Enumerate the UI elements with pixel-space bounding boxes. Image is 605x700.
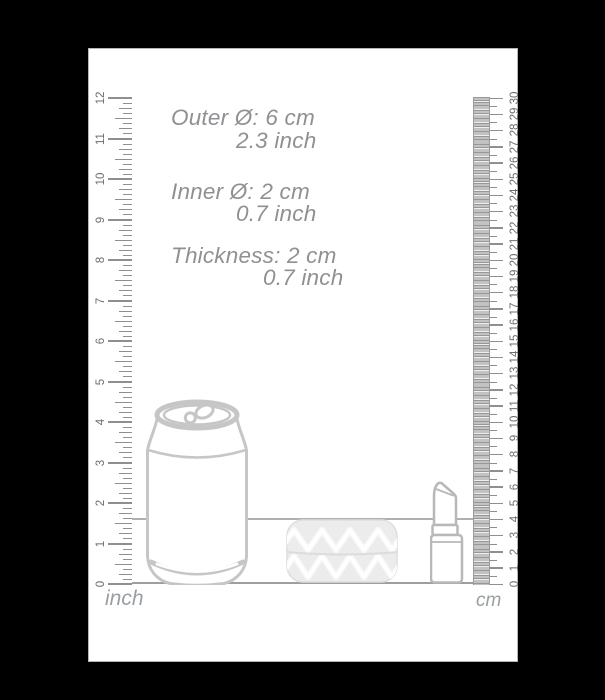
ruler-number: 10 (509, 415, 521, 429)
ruler-tick (490, 544, 497, 545)
ruler-tick (119, 351, 132, 352)
ruler-tick (123, 376, 132, 377)
ruler-number: 9 (509, 434, 521, 442)
ruler-number: 29 (509, 107, 521, 121)
ruler-tick (108, 300, 132, 302)
ruler-tick (490, 495, 497, 496)
ruler-tick (490, 130, 503, 132)
ruler-number: 15 (509, 334, 521, 348)
ruler-tick (123, 457, 132, 458)
ruler-tick (115, 118, 132, 119)
ruler-tick (490, 236, 497, 237)
ruler-number: 7 (509, 467, 521, 474)
ruler-tick (108, 97, 132, 99)
cm-ruler (473, 49, 519, 663)
ruler-tick (490, 584, 503, 586)
ruler-tick (119, 169, 132, 170)
ruler-tick (119, 432, 132, 433)
ruler-tick (123, 579, 132, 580)
ruler-tick (490, 576, 497, 577)
ruler-number: 10 (95, 172, 107, 186)
ruler-tick (123, 225, 132, 226)
lipstick-collar (433, 525, 458, 535)
ruler-tick (123, 123, 132, 124)
ruler-tick (490, 503, 503, 505)
ruler-tick (115, 523, 132, 524)
ruler-tick (490, 470, 503, 472)
ruler-tick (123, 255, 132, 256)
ruler-tick (119, 371, 132, 372)
ruler-number: 19 (509, 269, 521, 283)
ruler-number: 3 (509, 532, 521, 539)
ruler-tick (123, 113, 132, 114)
ruler-tick (490, 511, 497, 512)
ruler-number: 9 (95, 216, 107, 223)
ruler-tick (123, 488, 132, 489)
ruler-tick (115, 442, 132, 443)
ruler-number: 11 (95, 132, 107, 145)
ruler-number: 6 (509, 483, 521, 490)
ruler-number: 22 (509, 221, 521, 234)
ruler-tick (123, 194, 132, 195)
ruler-tick (490, 227, 503, 229)
ruler-tick (123, 366, 132, 367)
ruler-tick (123, 103, 132, 104)
ruler-tick (123, 427, 132, 428)
ruler-tick (490, 155, 497, 156)
ring-product-illustration (286, 519, 398, 584)
ruler-number: 26 (509, 156, 521, 170)
ruler-tick (490, 567, 503, 569)
ruler-tick (115, 240, 132, 241)
ruler-tick (119, 270, 132, 271)
ruler-tick (490, 146, 503, 148)
ruler-tick (123, 316, 132, 317)
ruler-tick (119, 209, 132, 210)
ruler-tick (115, 361, 132, 362)
ruler-tick (123, 387, 132, 388)
ruler-tick (119, 554, 132, 555)
diagram-card (88, 48, 521, 662)
cm-ruler-millimeter-bar (473, 97, 490, 585)
ruler-number: 4 (509, 515, 521, 523)
ruler-tick (123, 275, 132, 276)
ruler-tick (123, 174, 132, 175)
ruler-tick (490, 98, 503, 100)
ruler-number: 28 (509, 124, 521, 137)
ruler-tick (490, 422, 503, 424)
ruler-number: 24 (509, 188, 521, 202)
ruler-tick (490, 438, 503, 440)
ruler-tick (490, 479, 497, 480)
ruler-number: 5 (509, 499, 521, 507)
ruler-tick (123, 184, 132, 185)
ruler-tick (490, 243, 503, 245)
ruler-tick (123, 346, 132, 347)
ruler-tick (490, 211, 503, 213)
ruler-tick (490, 486, 503, 488)
ruler-tick (123, 133, 132, 134)
cm-unit-label: cm (476, 590, 502, 611)
ruler-tick (490, 446, 497, 447)
ruler-number: 0 (95, 580, 107, 588)
ruler-tick (108, 543, 132, 545)
ruler-tick (490, 179, 503, 181)
ruler-tick (490, 203, 497, 204)
ruler-tick (123, 559, 132, 560)
ruler-number: 5 (95, 378, 107, 385)
inner-diameter-metric: Inner Ø: 2 cm (171, 179, 310, 204)
ruler-number: 14 (509, 350, 521, 364)
ruler-number: 7 (95, 297, 107, 304)
ruler-tick (490, 139, 497, 140)
ruler-tick (490, 551, 503, 553)
ruler-tick (123, 326, 132, 327)
outer-diameter-imperial: 2.3 inch (236, 128, 317, 153)
ruler-tick (490, 220, 497, 221)
ruler-number: 6 (95, 337, 107, 345)
thickness-metric: Thickness: 2 cm (171, 243, 337, 268)
ruler-tick (108, 381, 132, 383)
ruler-tick (119, 189, 132, 190)
ruler-tick (108, 421, 132, 423)
ruler-tick (490, 389, 503, 391)
ruler-tick (490, 463, 497, 464)
ruler-number: 30 (509, 91, 521, 105)
ruler-tick (490, 333, 497, 334)
outer-diameter-metric: Outer Ø: 6 cm (171, 105, 315, 130)
ruler-tick (108, 259, 132, 261)
ruler-number: 25 (509, 172, 521, 186)
ruler-tick (119, 250, 132, 251)
ruler-tick (119, 331, 132, 332)
ruler-number: 12 (509, 383, 521, 396)
ruler-tick (119, 311, 132, 312)
ruler-tick (123, 569, 132, 570)
ruler-tick (123, 518, 132, 519)
ruler-tick (490, 162, 503, 164)
ruler-tick (115, 483, 132, 484)
ruler-tick (490, 430, 497, 431)
ruler-number: 2 (509, 548, 521, 555)
ruler-tick (123, 285, 132, 286)
ruler-tick (123, 407, 132, 408)
ruler-tick (490, 365, 497, 366)
ruler-number: 17 (509, 302, 521, 315)
ruler-tick (119, 452, 132, 453)
ruler-number: 27 (509, 140, 521, 153)
ruler-tick (115, 564, 132, 565)
ruler-tick (123, 265, 132, 266)
ruler-tick (123, 437, 132, 438)
ruler-tick (490, 382, 497, 383)
ruler-tick (490, 414, 497, 415)
ruler-tick (115, 199, 132, 200)
ruler-tick (123, 214, 132, 215)
ruler-number: 0 (509, 580, 521, 588)
ruler-number: 16 (509, 318, 521, 332)
ruler-tick (490, 187, 497, 188)
ruler-tick (123, 417, 132, 418)
ruler-tick (490, 519, 503, 521)
ruler-tick (115, 321, 132, 322)
ruler-tick (123, 204, 132, 205)
ruler-number: 11 (509, 399, 521, 412)
ruler-tick (119, 392, 132, 393)
ruler-tick (119, 412, 132, 413)
ruler-tick (123, 478, 132, 479)
ruler-number: 13 (509, 367, 521, 380)
ruler-tick (123, 447, 132, 448)
ruler-number: 8 (509, 451, 521, 458)
ruler-tick (123, 468, 132, 469)
ruler-tick (490, 308, 503, 310)
ruler-tick (490, 398, 497, 399)
ruler-tick (490, 276, 503, 278)
ruler-tick (119, 473, 132, 474)
ruler-tick (490, 301, 497, 302)
ruler-tick (119, 290, 132, 291)
ruler-tick (108, 502, 132, 504)
ruler-tick (490, 106, 497, 107)
thickness-imperial: 0.7 inch (263, 265, 344, 290)
ruler-tick (123, 235, 132, 236)
ruler-tick (108, 462, 132, 464)
ruler-tick (108, 178, 132, 180)
ruler-tick (123, 356, 132, 357)
ruler-tick (119, 108, 132, 109)
ruler-tick (119, 230, 132, 231)
lipstick-illustration (430, 479, 464, 584)
ruler-tick (490, 284, 497, 285)
inch-unit-label: inch (105, 587, 144, 610)
ruler-tick (490, 317, 497, 318)
ruler-tick (123, 164, 132, 165)
ruler-tick (108, 583, 132, 585)
ruler-tick (115, 159, 132, 160)
ruler-number: 4 (95, 418, 107, 426)
ruler-tick (123, 295, 132, 296)
ruler-tick (490, 252, 497, 253)
ruler-tick (490, 357, 503, 359)
ruler-tick (123, 144, 132, 145)
ruler-tick (490, 535, 503, 537)
ruler-number: 12 (95, 91, 107, 105)
ruler-number: 23 (509, 205, 521, 218)
ruler-number: 18 (509, 286, 521, 299)
ruler-tick (108, 219, 132, 221)
ruler-tick (490, 560, 497, 561)
ruler-number: 1 (95, 540, 107, 547)
ruler-tick (123, 538, 132, 539)
ruler-tick (490, 341, 503, 343)
ruler-tick (123, 306, 132, 307)
ruler-tick (490, 405, 503, 407)
ruler-number: 2 (95, 499, 107, 507)
ruler-tick (490, 114, 503, 116)
ruler-number: 21 (509, 237, 521, 251)
ruler-tick (490, 527, 497, 528)
ruler-tick (490, 122, 497, 123)
ruler-tick (490, 195, 503, 197)
ruler-tick (123, 397, 132, 398)
ruler-tick (123, 245, 132, 246)
ruler-number: 8 (95, 256, 107, 264)
ruler-number: 1 (509, 564, 521, 571)
ruler-tick (119, 574, 132, 575)
ruler-tick (490, 292, 503, 294)
ruler-tick (123, 336, 132, 337)
soda-can-illustration (146, 398, 248, 585)
ruler-tick (119, 149, 132, 150)
ruler-tick (490, 324, 503, 326)
ruler-tick (123, 528, 132, 529)
ruler-tick (123, 154, 132, 155)
ruler-tick (490, 268, 497, 269)
ruler-tick (123, 498, 132, 499)
ruler-tick (123, 549, 132, 550)
inner-diameter-imperial: 0.7 inch (236, 201, 317, 226)
ruler-tick (490, 349, 497, 350)
ruler-number: 3 (95, 459, 107, 466)
ruler-tick (490, 171, 497, 172)
ruler-tick (490, 260, 503, 262)
ruler-tick (119, 533, 132, 534)
ruler-tick (108, 340, 132, 342)
ruler-tick (115, 402, 132, 403)
ruler-tick (119, 128, 132, 129)
ruler-tick (108, 138, 132, 140)
ruler-number: 20 (509, 253, 521, 267)
inch-ruler (89, 49, 141, 663)
ruler-tick (490, 454, 503, 456)
ruler-tick (123, 508, 132, 509)
ruler-tick (119, 493, 132, 494)
ruler-tick (119, 513, 132, 514)
ruler-tick (490, 373, 503, 375)
ruler-tick (115, 280, 132, 281)
